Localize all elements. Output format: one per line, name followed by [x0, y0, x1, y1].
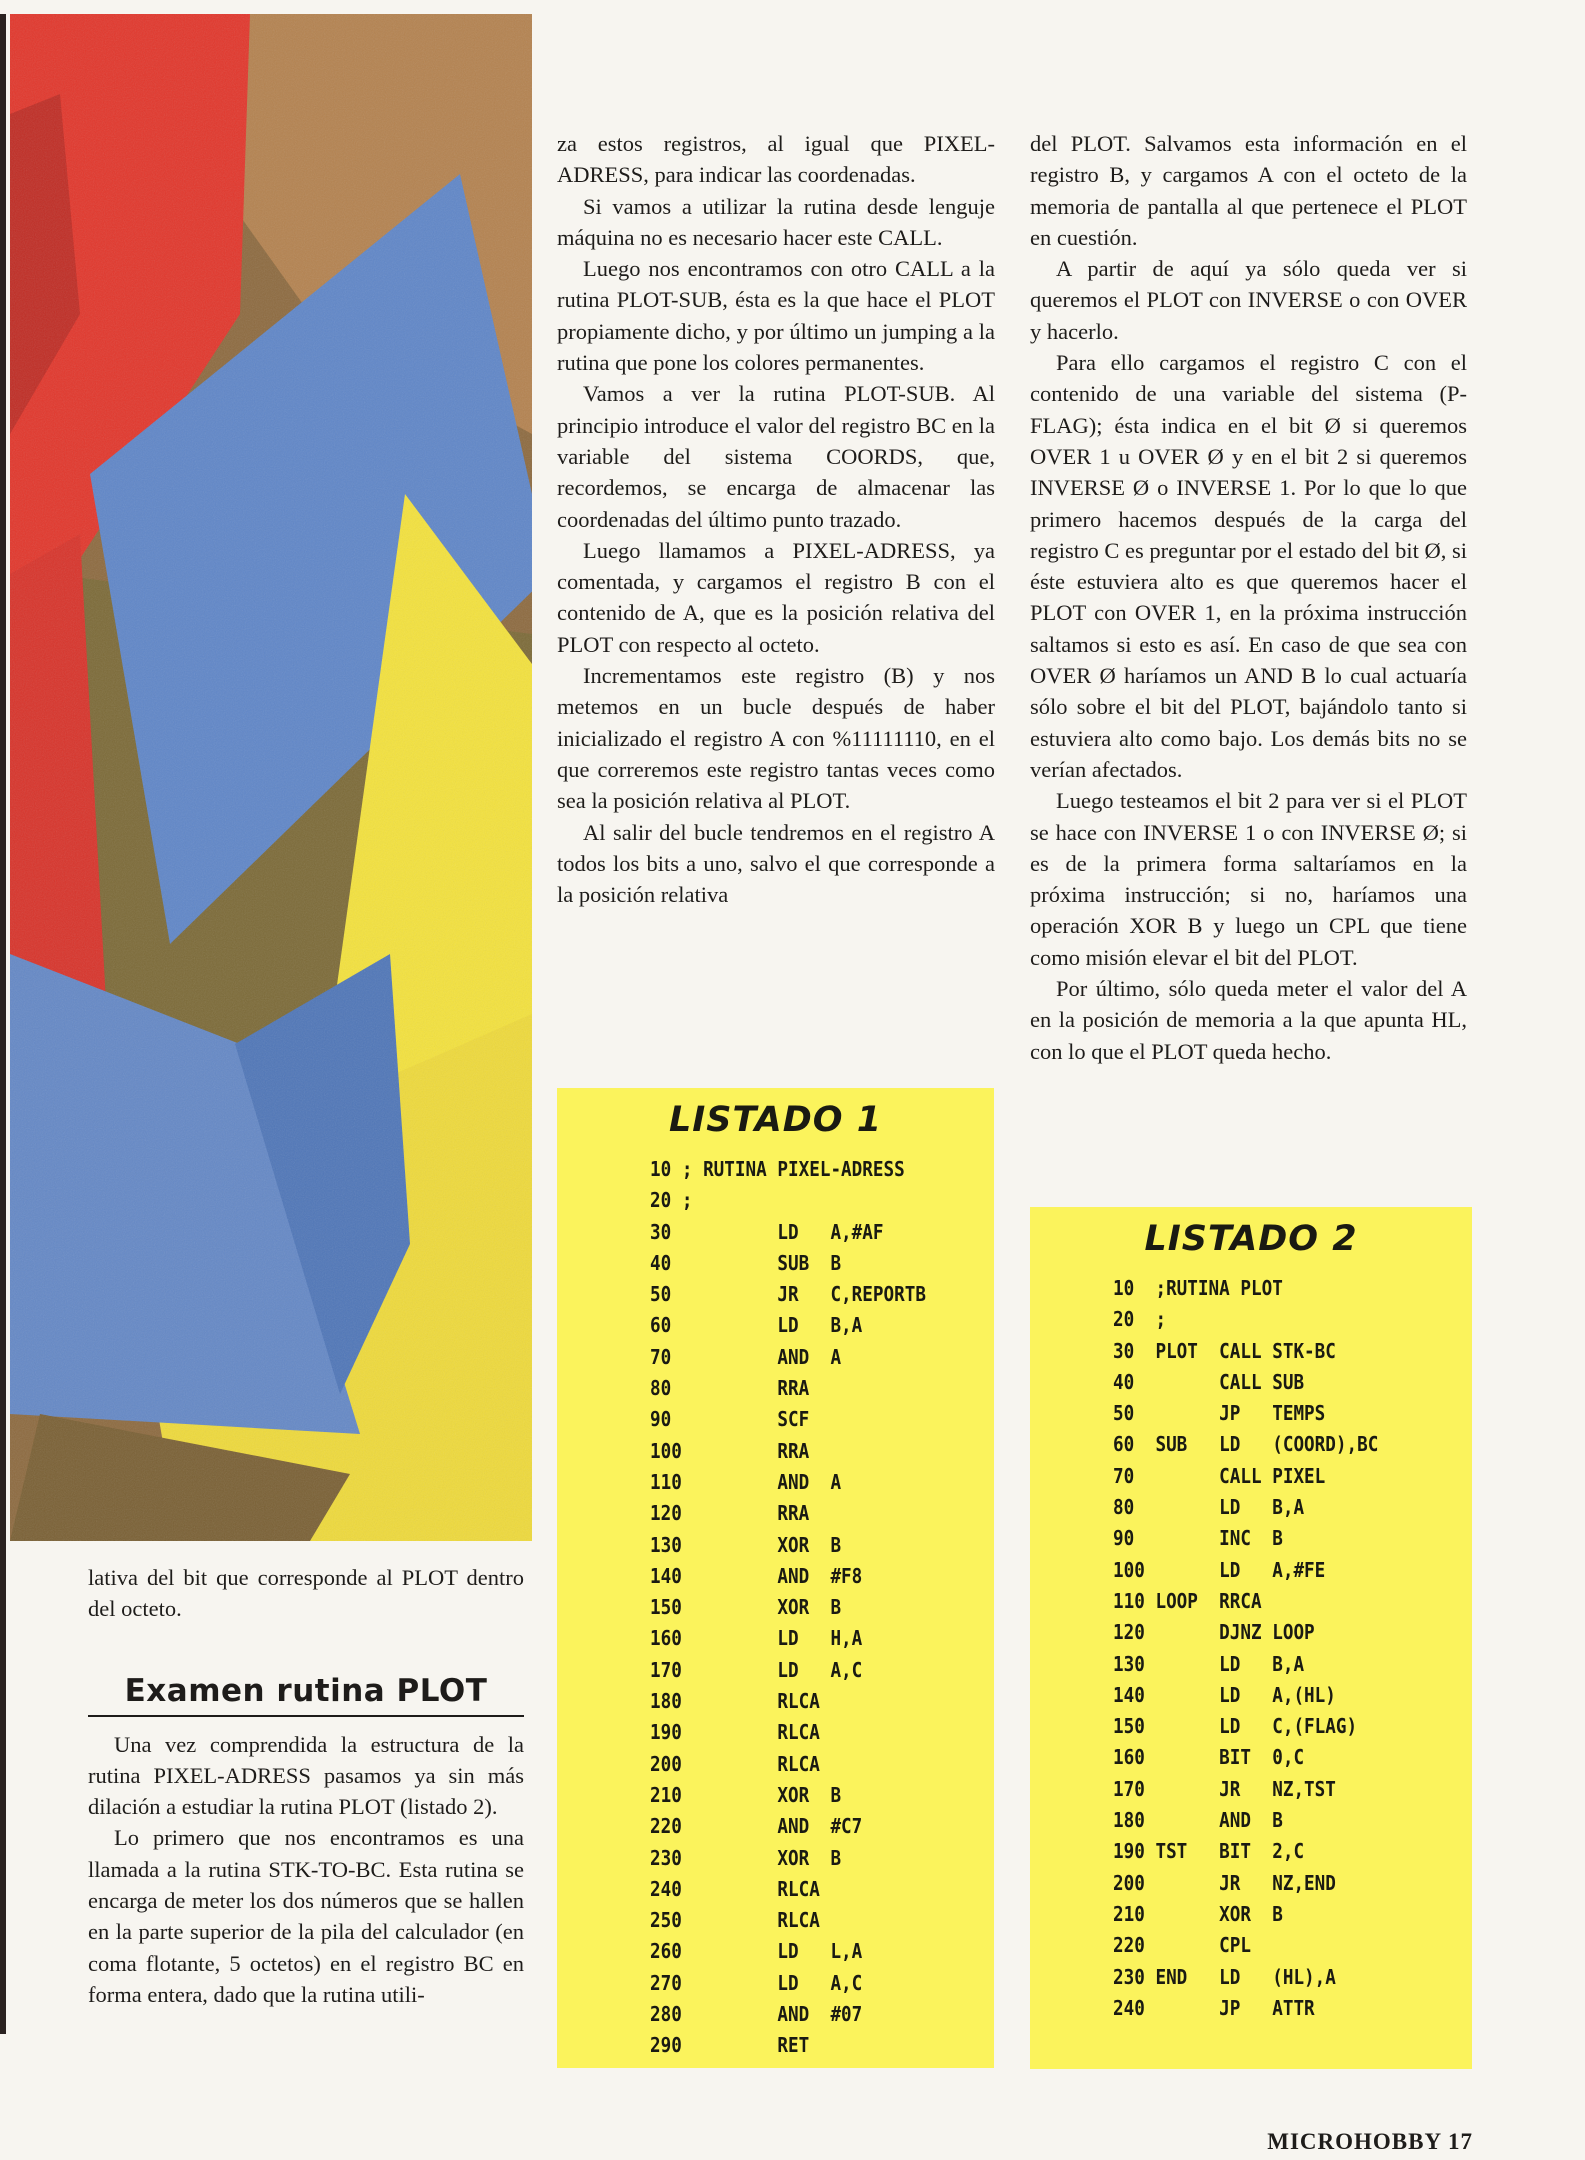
article-column-1 — [88, 1562, 524, 2010]
paragraph: Al salir del bucle tendremos en el registro A todos los bits a uno, salvo el que corresponde a la posición relativa — [557, 819, 995, 908]
paragraph: Luego nos encontramos con otro CALL a la rutina PLOT-SUB, ésta es la que hace el PLOT propiamente dicho, y por último un jumping a la rutina que pone los colores permanentes. — [557, 256, 995, 376]
page-footer — [1267, 2129, 1473, 2155]
magazine-name: MICROHOBBY — [1267, 2129, 1442, 2154]
article-column-2 — [557, 128, 995, 910]
listing-1-title: LISTADO 1 — [668, 1100, 883, 1140]
listing-1-box — [557, 1088, 994, 2068]
paragraph: za estos registros, al igual que PIXEL-ADRESS, para indicar las coordenadas. — [557, 131, 995, 188]
paragraph: Incrementamos este registro (B) y nos metemos en un bucle después de haber inicializado el registro A con %11111110, en el que correremos este registro tantas veces como sea la posición relativa al PLOT. — [557, 663, 995, 814]
abstract-paper-artwork — [10, 14, 532, 1541]
paragraph: Para ello cargamos el registro C con el contenido de una variable del sistema (P-FLAG); ésta indica en el bit Ø si queremos OVER 1 u OVER Ø y en el bit 2 si queremos INVERSE Ø o INVERSE 1. Por lo que lo que primero hacemos después de la carga del registro C es preguntar por el estado del bit Ø, si éste estuviera alto es que queremos hacer el PLOT con OVER 1, en la próxima instrucción saltamos si esto es así. En caso de que sea con OVER Ø haríamos un AND B lo cual actuaría sólo sobre el bit del PLOT, bajándolo tanto si estuviera alto como bajo. Los demás bits no se verían afectados. — [1030, 350, 1467, 782]
paragraph: lativa del bit que corresponde al PLOT dentro del octeto. — [88, 1565, 524, 1622]
paragraph: Una vez comprendida la estructura de la rutina PIXEL-ADRESS pasamos ya sin más dilación a estudiar la rutina PLOT (listado 2). — [88, 1731, 524, 1820]
section-heading: Examen rutina PLOT — [88, 1673, 524, 1717]
listing-1-code: 10 ; RUTINA PIXEL-ADRESS 20 ; 30 LD A,#AF 40 SUB B 50 JR C,REPORTB 60 LD B,A 70 AND A 80 RRA 90 SCF 100 RRA 110 AND A 120 RRA 130 XOR B 140 AND #F8 150 XOR B 160 LD H,A 170 LD A,C 180 RLCA 190 RLCA 200 RLCA 210 XOR B 220 AND #C7 230 XOR B 240 RLCA 250 RLCA 260 LD L,A 270 LD A,C 280 AND #07 290 RET — [650, 1157, 926, 2058]
paragraph: A partir de aquí ya sólo queda ver si queremos el PLOT con INVERSE o con OVER y hacerlo. — [1030, 256, 1467, 344]
paragraph: Lo primero que nos encontramos es una llamada a la rutina STK-TO-BC. Esta rutina se encarga de meter los dos números que se hallen en la parte superior de la pila del calculador (en coma flotante, 5 octetos) en el registro BC en forma entera, dado que la rutina utili- — [88, 1825, 524, 2007]
paragraph: Luego llamamos a PIXEL-ADRESS, ya comentada, y cargamos el registro B con el contenido de A, que es la posición relativa del PLOT con respecto al octeto. — [557, 537, 995, 657]
page-number: 17 — [1448, 2129, 1473, 2154]
paragraph: Por último, sólo queda meter el valor del A en la posición de memoria a la que apunta HL, con lo que el PLOT queda hecho. — [1030, 976, 1467, 1064]
paragraph: Luego testeamos el bit 2 para ver si el PLOT se hace con INVERSE 1 o con INVERSE Ø; si es de la primera forma saltaríamos en la próxima instrucción; si no, haríamos una operación XOR B y luego un CPL que tiene como misión elevar el bit del PLOT. — [1030, 788, 1467, 970]
paragraph: del PLOT. Salvamos esta información en el registro B, y cargamos A con el octeto de la memoria de pantalla al que pertenece el PLOT en cuestión. — [1030, 131, 1467, 250]
listing-2-code: 10 ;RUTINA PLOT 20 ; 30 PLOT CALL STK-BC 40 CALL SUB 50 JP TEMPS 60 SUB LD (COORD),BC 70 CALL PIXEL 80 LD B,A 90 INC B 100 LD A,#FE 110 LOOP RRCA 120 DJNZ LOOP 130 LD B,A 140 LD A,(HL) 150 LD C,(FLAG) 160 BIT 0,C 170 JR NZ,TST 180 AND B 190 TST BIT 2,C 200 JR NZ,END 210 XOR B 220 CPL 230 END LD (HL),A 240 JP ATTR — [1113, 1276, 1379, 2020]
listing-2-title: LISTADO 2 — [1144, 1219, 1358, 1259]
listing-2-box — [1030, 1207, 1472, 2069]
article-column-3 — [1030, 128, 1467, 1067]
page-edge-strip — [0, 14, 6, 2034]
paragraph: Vamos a ver la rutina PLOT-SUB. Al principio introduce el valor del registro BC en la variable del sistema COORDS, que, recordemos, se encarga de almacenar las coordenadas del último punto trazado. — [557, 381, 995, 532]
paragraph: Si vamos a utilizar la rutina desde lenguje máquina no es necesario hacer este CALL. — [557, 193, 995, 250]
